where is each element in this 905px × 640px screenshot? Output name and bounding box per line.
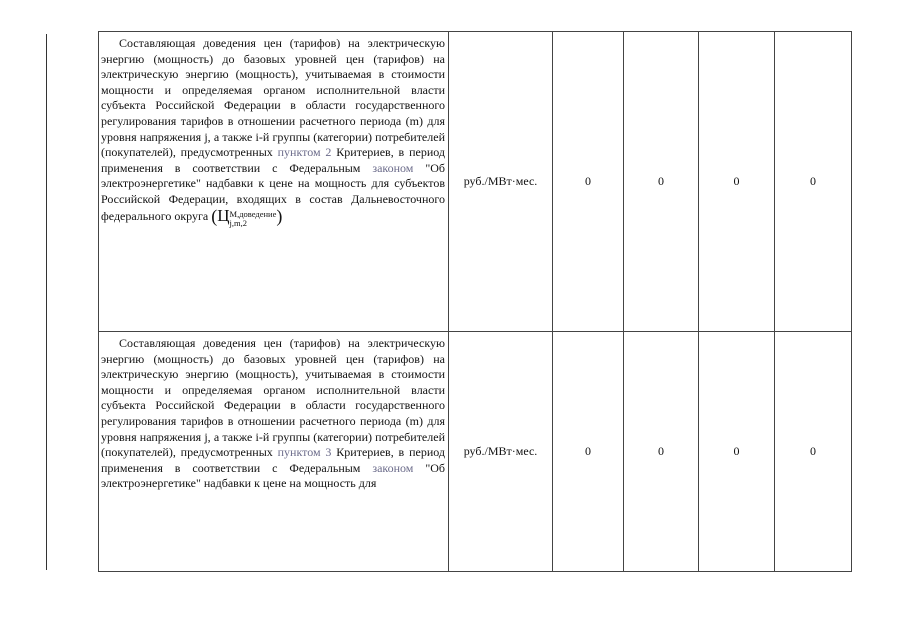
table-row (99, 332, 852, 572)
description-text: Составляющая доведения цен (тарифов) на электрическую энергию (мощность) до базовых уровней цен (тарифов) на электрическую энергию (мощность), учитываемая в стоимости мощности и определяемая органом исполнительной власти субъекта Российской Федерации в области государственного регулирования тарифов в отношении расчетного периода (m) для уровня напряжения j, а также i-й группы (категории) потребителей (покупателей), предусмотренных (101, 36, 445, 160)
value-cell: 0 (775, 32, 852, 332)
value-cell: 0 (775, 332, 852, 572)
law-link[interactable]: законом (372, 460, 414, 475)
value-cell: 0 (553, 32, 624, 332)
value-cell: 0 (699, 32, 775, 332)
row-description (99, 32, 449, 332)
description-text: "Об электроэнергетике" надбавки к цене на мощность для субъектов Российской Федерации, входящих в состав Дальневосточного федерального округа (101, 160, 445, 223)
unit-cell: руб./МВт·мес. (449, 32, 553, 332)
value-cell: 0 (624, 332, 699, 572)
unit-cell: руб./МВт·мес. (449, 332, 553, 572)
price-formula: (Ц M,доведение j,m,2 ) (211, 205, 283, 228)
clause-link[interactable]: пунктом 2 (277, 145, 332, 160)
description-text: "Об электроэнергетике" надбавки к цене на мощность для (101, 460, 445, 491)
description-text: Критериев, в период применения в соответствии с Федеральным (101, 145, 445, 175)
row-description (99, 332, 449, 572)
page-margin-line (46, 34, 47, 570)
description-text: Критериев, в период применения в соответствии с Федеральным (101, 445, 445, 475)
tariff-table (98, 31, 852, 572)
value-cell: 0 (553, 332, 624, 572)
clause-link[interactable]: пунктом 3 (277, 445, 332, 460)
value-cell: 0 (624, 32, 699, 332)
value-cell: 0 (699, 332, 775, 572)
table-row (99, 32, 852, 332)
formula-subscript: j,m,2 (229, 217, 247, 228)
law-link[interactable]: законом (372, 160, 414, 175)
formula-symbol: Ц (217, 205, 230, 225)
description-text: Составляющая доведения цен (тарифов) на электрическую энергию (мощность) до базовых уровней цен (тарифов) на электрическую энергию (мощность), учитываемая в стоимости мощности и определяемая органом исполнительной власти субъекта Российской Федерации в области государственного регулирования тарифов в отношении расчетного периода (m) для уровня напряжения j, а также i-й группы (категории) потребителей (покупателей), предусмотренных (101, 336, 445, 460)
formula-superscript: M,доведение (229, 208, 277, 219)
